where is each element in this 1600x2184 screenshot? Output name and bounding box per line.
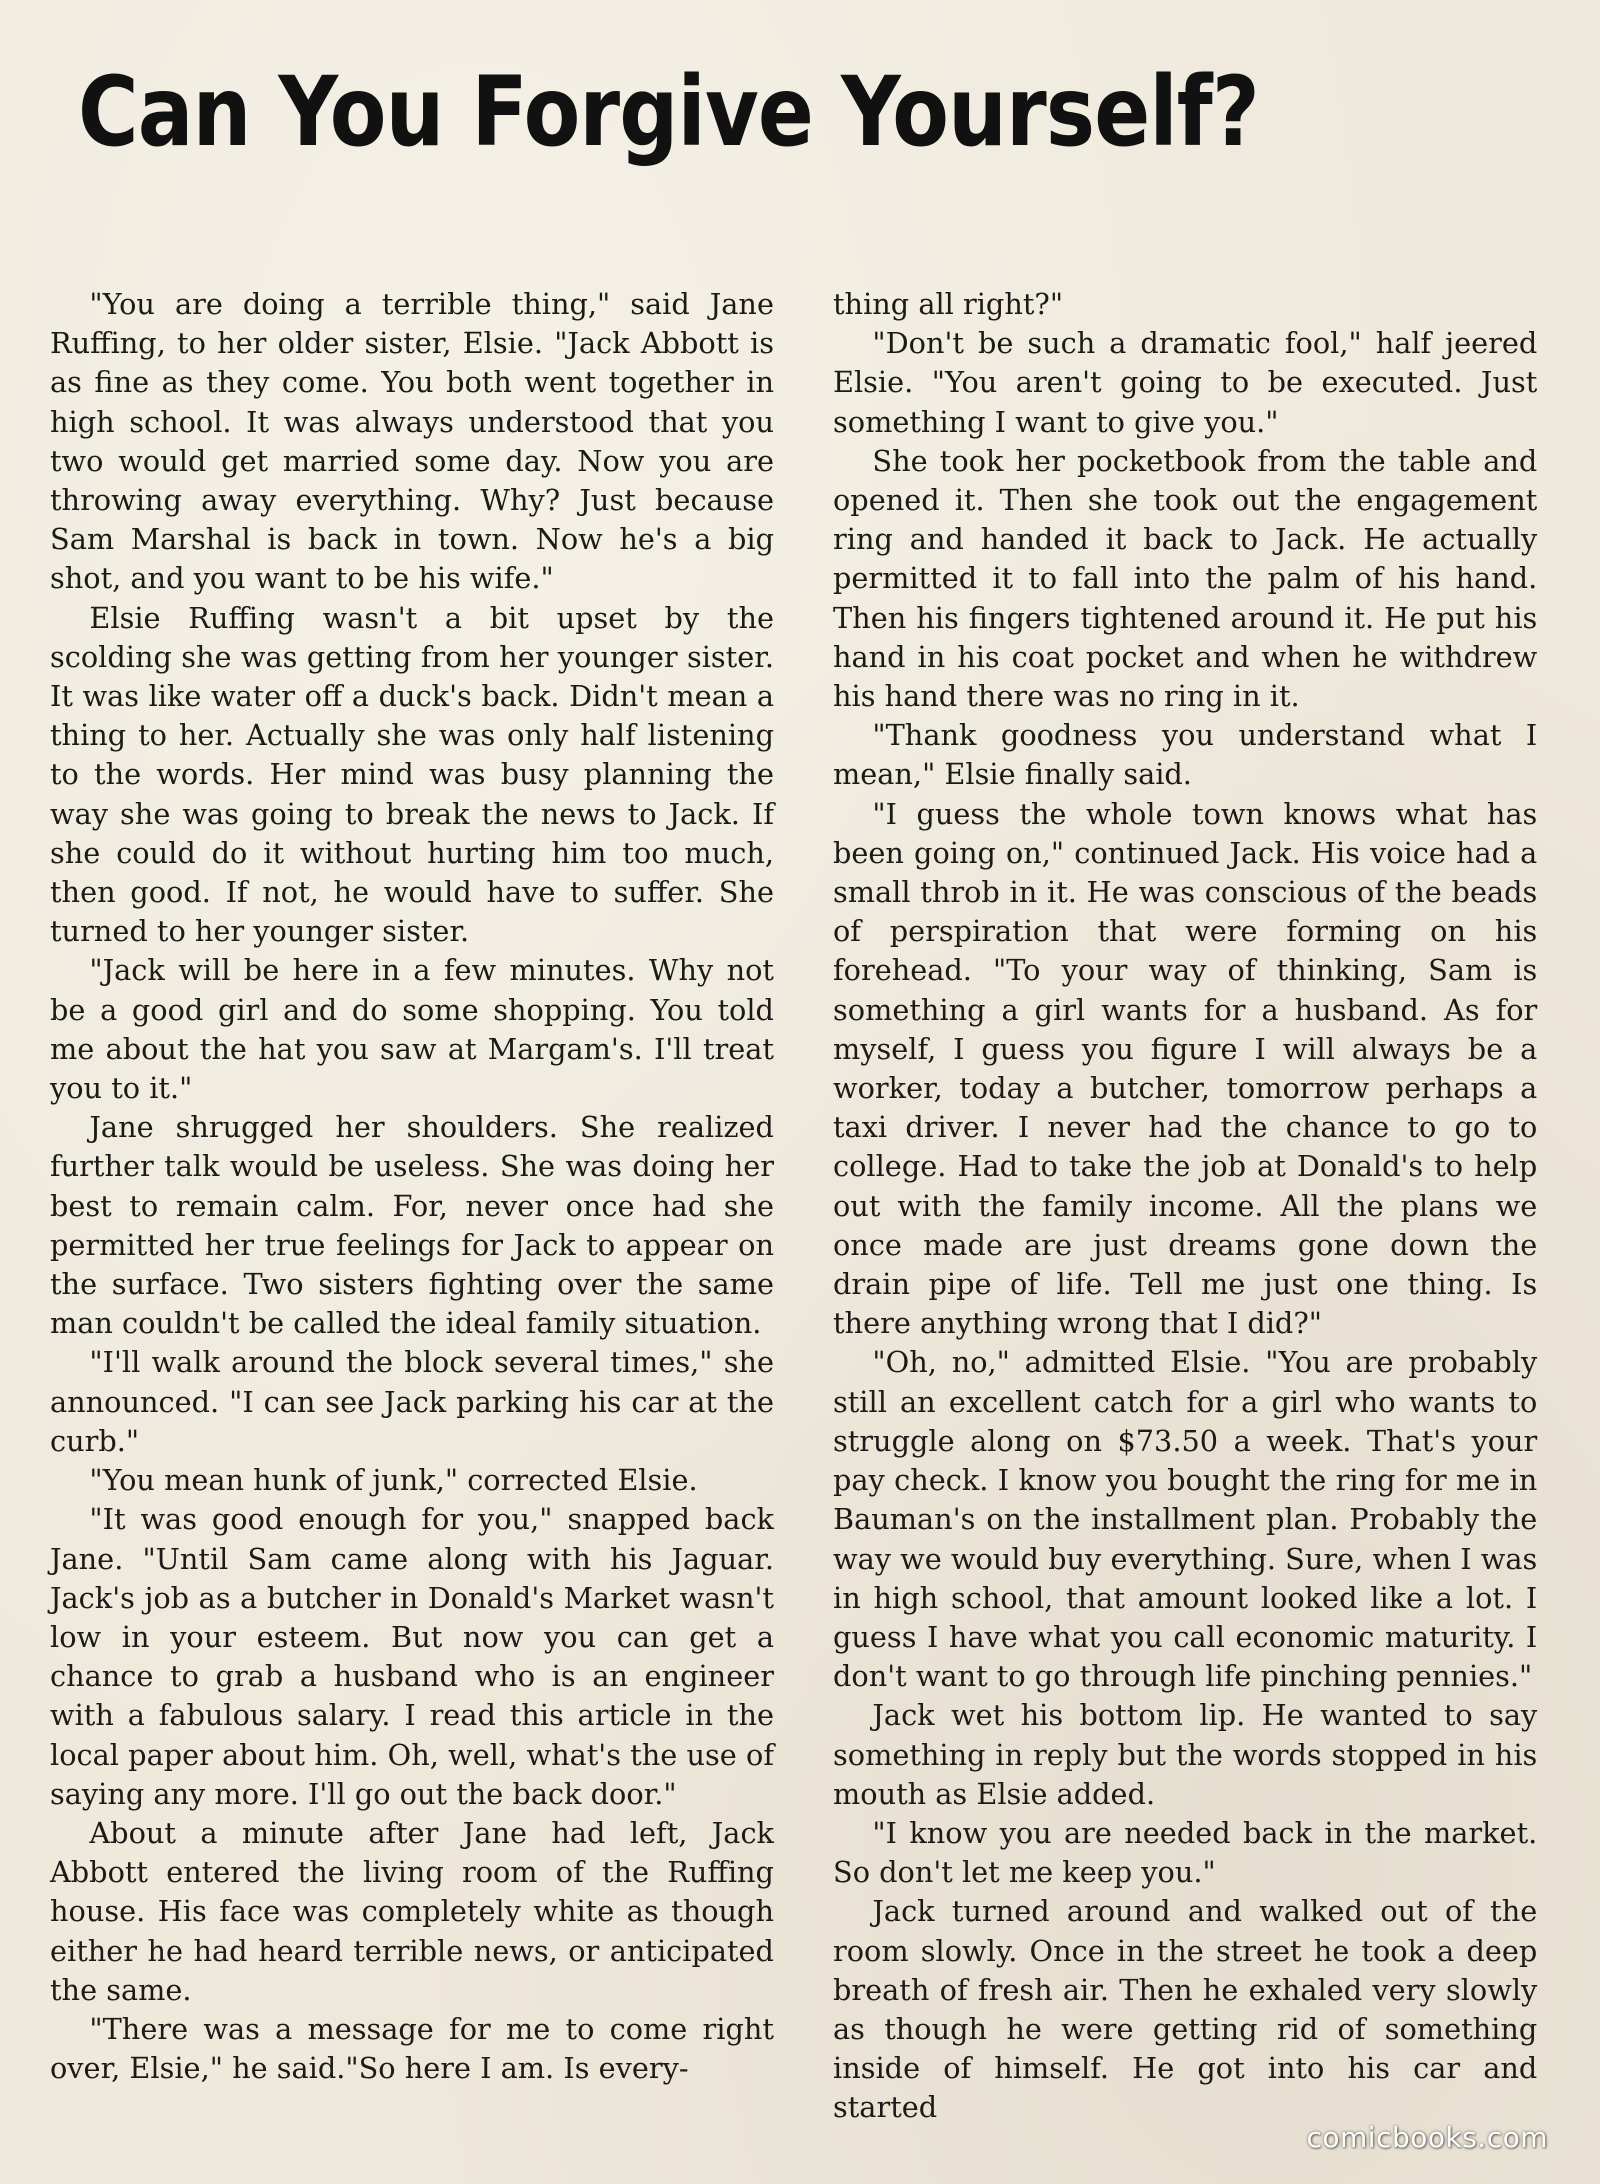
story-column-right xyxy=(833,285,1537,2128)
story-column-left xyxy=(50,285,774,2088)
paragraph: "You mean hunk of junk," corrected Elsie. xyxy=(89,1463,698,1498)
paragraph: "I know you are needed back in the market. So don't let me keep you." xyxy=(833,1815,1538,1890)
paragraph: Jack wet his bottom lip. He wanted to say something in reply but the words stopped in his mouth as Elsie added. xyxy=(833,1698,1538,1811)
paragraph: "Thank goodness you understand what I mean," Elsie finally said. xyxy=(833,718,1538,792)
paragraph: She took her pocketbook from the table and opened it. Then she took out the engagement ring and handed it back to Jack. He actually permitted it to fall into the palm of his hand. Then his fingers tightened around it. He put his hand in his coat pocket and when he withdrew his hand there was no ring in it. xyxy=(833,443,1538,714)
paragraph-continued: thing all right?" xyxy=(833,287,1064,321)
story-title: Can You Forgive Yourself? xyxy=(78,56,1259,168)
paragraph: Jane shrugged her shoulders. She realized further talk would be useless. She was doing her best to remain calm. For, never once had she permitted her true feelings for Jack to appear on the surface. Two sisters fighting over the same man couldn't be called the ideal family situation. xyxy=(50,1110,774,1341)
paragraph: "Jack will be here in a few minutes. Why not be a good girl and do some shopping. You told me about the hat you saw at Margam's. I'll treat you to it." xyxy=(50,953,774,1106)
paragraph: Jack turned around and walked out of the room slowly. Once in the street he took a deep breath of fresh air. Then he exhaled very slowly as though he were getting rid of something inside of himself. He got into his car and started xyxy=(833,1894,1538,2125)
watermark-text: comicbooks.com xyxy=(1306,2121,1548,2154)
paragraph: About a minute after Jane had left, Jack Abbott entered the living room of the Ruffing house. His face was completely white as though either he had heard terrible news, or anticipated the same. xyxy=(50,1815,774,2007)
paragraph: "I'll walk around the block several times," she announced. "I can see Jack parking his car at the curb." xyxy=(50,1345,774,1458)
paragraph: "Don't be such a dramatic fool," half jeered Elsie. "You aren't going to be executed. Just something I want to give you." xyxy=(833,326,1538,439)
paragraph: "There was a message for me to come right over, Elsie," he said."So here I am. Is every- xyxy=(50,2011,774,2086)
paragraph: "Oh, no," admitted Elsie. "You are probably still an excellent catch for a girl who wants to struggle along on $73.50 a week. That's your pay check. I know you bought the ring for me in Bauman's on the installment plan. Probably the way we would buy everything. Sure, when I was in high school, that amount looked like a lot. I guess I have what you call economic maturity. I don't want to go through life pinching pennies." xyxy=(833,1345,1538,1694)
paragraph: "It was good enough for you," snapped back Jane. "Until Sam came along with his Jaguar. Jack's job as a butcher in Donald's Market wasn't low in your esteem. But now you can get a chance to grab a husband who is an engineer with a fabulous salary. I read this article in the local paper about him. Oh, well, what's the use of saying any more. I'll go out the back door." xyxy=(50,1502,774,1811)
paragraph: "I guess the whole town knows what has been going on," continued Jack. His voice had a small throb in it. He was conscious of the beads of perspiration that were forming on his forehead. "To your way of thinking, Sam is something a girl wants for a husband. As for myself, I guess you figure I will always be a worker, today a butcher, tomorrow perhaps a taxi driver. I never had the chance to go to college. Had to take the job at Donald's to help out with the family income. All the plans we once made are just dreams gone down the drain pipe of life. Tell me just one thing. Is there anything wrong that I did?" xyxy=(833,796,1538,1341)
paragraph: Elsie Ruffing wasn't a bit upset by the scolding she was getting from her younger sister. It was like water off a duck's back. Didn't mean a thing to her. Actually she was only half listening to the words. Her mind was busy planning the way she was going to break the news to Jack. If she could do it without hurting him too much, then good. If not, he would have to suffer. She turned to her younger sister. xyxy=(50,600,774,949)
paragraph: "You are doing a terrible thing," said Jane Ruffing, to her older sister, Elsie. "Jack Abbott is as fine as they come. You both went together in high school. It was always understood that you two would get married some day. Now you are throwing away everything. Why? Just because Sam Marshal is back in town. Now he's a big shot, and you want to be his wife." xyxy=(50,287,774,596)
